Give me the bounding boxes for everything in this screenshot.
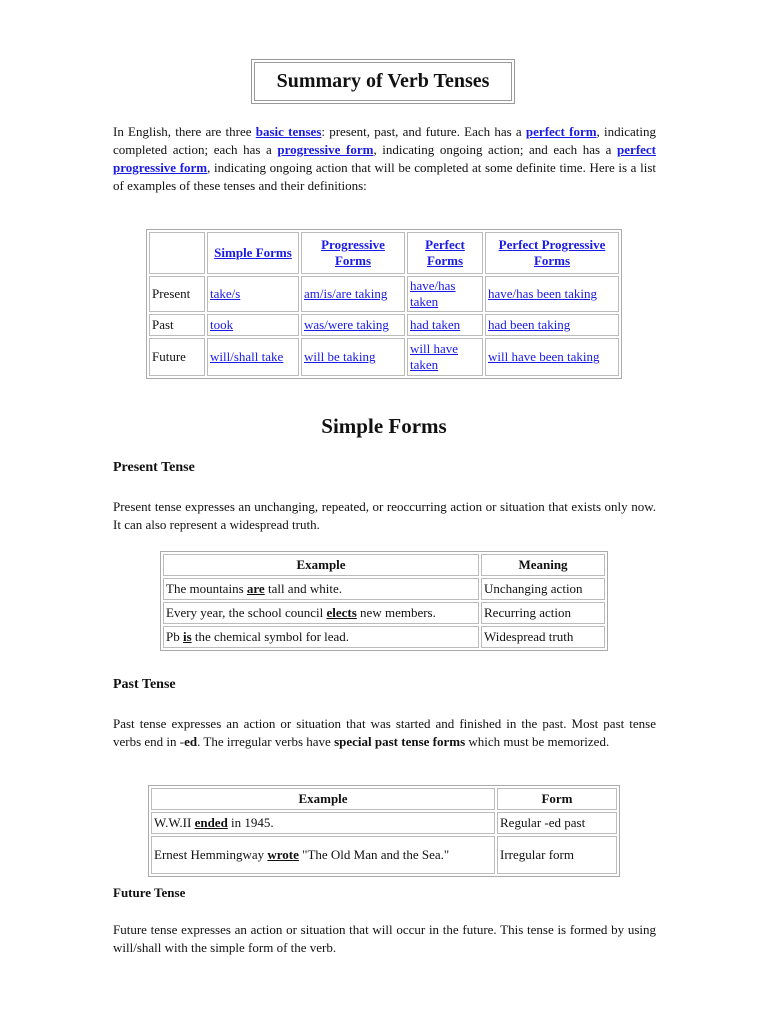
past-tense-text [113,715,656,751]
table-cell[interactable] [485,276,619,312]
table-row [163,602,605,624]
intro-text-4: , indicating ongoing action; and each has a [373,142,618,157]
cell-link[interactable]: had been taking [488,317,571,332]
table-row [163,626,605,648]
past-tense-heading: Past Tense [113,677,176,692]
row-label: Present [149,276,205,312]
cell-link[interactable]: took [210,317,234,332]
cell-link[interactable]: am/is/are taking [304,286,388,301]
cell-link[interactable]: will have taken [410,341,459,372]
simple-forms-heading: Simple Forms [321,414,447,438]
past-bold-ed: ed [184,734,198,749]
cell-link[interactable]: take/s [210,286,241,301]
table-cell[interactable] [485,338,619,376]
example-verb: wrote [267,847,299,862]
intro-text-5: , indicating ongoing action that will be completed at some definite time. Here is a list of examples of these tenses and their definitions: [113,160,656,193]
future-tense-heading: Future Tense [113,885,186,900]
cell-link[interactable]: will have been taking [488,349,600,364]
tense-table-header-empty [149,232,205,274]
table-row [163,578,605,600]
header-link-progressive[interactable]: Progressive Forms [321,237,385,268]
future-tense-paragraph: Future tense expresses an action or situation that will occur in the future. This tense is formed by using will/shall with the simple form of the verb. [113,922,656,955]
tense-table-header[interactable] [207,232,299,274]
past-bold-special-forms: special past tense forms [334,734,466,749]
future-tense-text [113,921,656,957]
example-text: "The Old Man and the Sea." [298,847,450,862]
past-text-1: Past tense expresses an action or situation that was started and finished in the past. Most past tense verbs end in - [113,716,656,749]
present-tense-heading: Present Tense [113,460,195,475]
example-text: Ernest Hemmingway [154,847,268,862]
example-text: new members. [356,605,436,620]
column-header-example: Example [151,788,495,810]
tense-summary-table [146,229,622,379]
meaning-cell: Unchanging action [481,578,605,600]
link-progressive-form[interactable]: progressive form [277,142,374,157]
row-label: Future [149,338,205,376]
present-tense-paragraph: Present tense expresses an unchanging, repeated, or reoccurring action or situation that exists only now. It can also represent a widespread truth. [113,499,656,532]
cell-link[interactable]: was/were taking [304,317,389,332]
tense-table-header[interactable] [407,232,483,274]
header-link-simple[interactable]: Simple Forms [214,245,292,260]
example-text: Every year, the school council [166,605,327,620]
page-title: Summary of Verb Tenses [254,62,512,101]
example-text: W.W.II [154,815,195,830]
example-cell [151,836,495,874]
example-text: Pb [166,629,183,644]
past-text-2: . The irregular verbs have [197,734,335,749]
intro-text-1: In English, there are three [113,124,256,139]
table-row [149,314,619,336]
intro-text-3: , indicating completed action; each has a [113,124,657,157]
example-cell [151,812,495,834]
intro-paragraph [113,123,656,195]
example-text: the chemical symbol for lead. [191,629,350,644]
cell-link[interactable]: had taken [410,317,461,332]
meaning-cell: Recurring action [481,602,605,624]
cell-link[interactable]: will be taking [304,349,376,364]
table-cell[interactable] [207,338,299,376]
intro-text-2: : present, past, and future. Each has a [321,124,526,139]
tense-table-header[interactable] [301,232,405,274]
example-verb: ended [194,815,228,830]
past-examples-table [148,785,620,877]
link-basic-tenses[interactable]: basic tenses [255,124,322,139]
cell-link[interactable]: will/shall take [210,349,284,364]
table-cell[interactable] [207,314,299,336]
table-row [151,812,617,834]
example-cell [163,578,479,600]
header-link-perfect[interactable]: Perfect Forms [425,237,465,268]
title-box [251,59,515,104]
column-header-meaning: Meaning [481,554,605,576]
table-row [149,338,619,376]
table-row [151,836,617,874]
table-cell[interactable] [485,314,619,336]
table-cell[interactable] [301,314,405,336]
table-cell[interactable] [301,276,405,312]
form-cell: Irregular form [497,836,617,874]
example-verb: is [182,629,192,644]
form-cell: Regular -ed past [497,812,617,834]
cell-link[interactable]: have/has taken [410,278,456,309]
example-text: in 1945. [227,815,274,830]
column-header-example: Example [163,554,479,576]
example-text: tall and white. [264,581,342,596]
meaning-cell: Widespread truth [481,626,605,648]
example-cell [163,602,479,624]
cell-link[interactable]: have/has been taking [488,286,598,301]
header-link-perfect-progressive[interactable]: Perfect Progressive Forms [498,237,606,268]
example-verb: elects [326,605,357,620]
example-verb: are [246,581,265,596]
example-text: The mountains [166,581,247,596]
link-perfect-progressive-form[interactable]: perfect progressive form [113,142,657,175]
column-header-form: Form [497,788,617,810]
row-label: Past [149,314,205,336]
link-perfect-form[interactable]: perfect form [525,124,597,139]
table-cell[interactable] [407,276,483,312]
table-cell[interactable] [407,314,483,336]
table-cell[interactable] [207,276,299,312]
table-row [149,276,619,312]
past-text-3: which must be memorized. [465,734,610,749]
example-cell [163,626,479,648]
table-cell[interactable] [301,338,405,376]
tense-table-header[interactable] [485,232,619,274]
table-cell[interactable] [407,338,483,376]
present-tense-text [113,498,656,534]
present-examples-table [160,551,608,651]
